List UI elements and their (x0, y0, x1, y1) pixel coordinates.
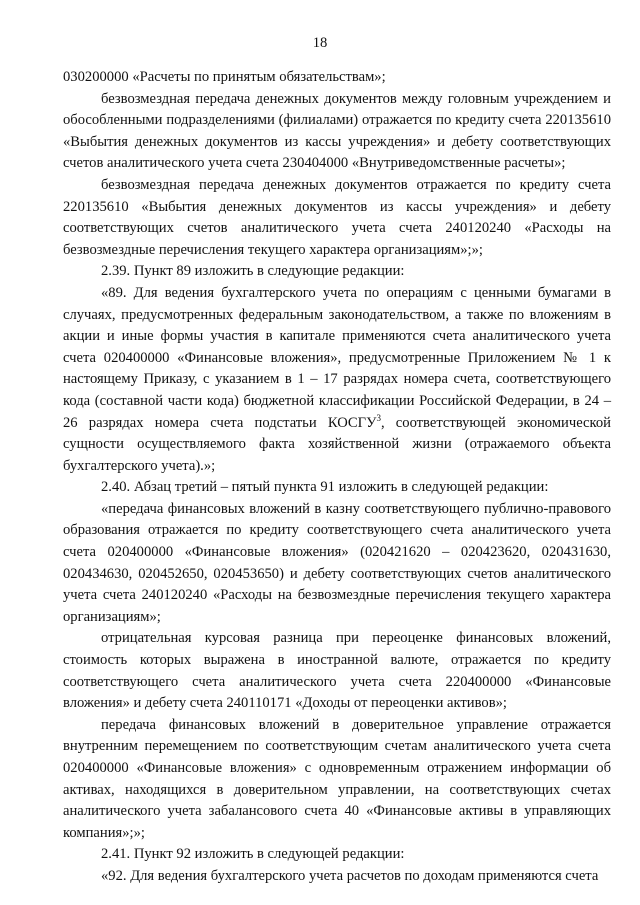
paragraph-91-part-3: передача финансовых вложений в доверительное управление отражается внутренним перемещением по соответствующим счетам аналитического учета счета 020400000 «Финансовые вложения» с одновременным отражением информации об активах, находящихся в доверительном управлении, на соответствующих счетах аналитического учета забалансового счета 40 «Финансовые активы в управляющих компания»;»; (63, 716, 611, 841)
paragraph-89 (63, 283, 611, 477)
section-2-39-heading: 2.39. Пункт 89 изложить в следующие редакции: (101, 263, 405, 280)
paragraph-3: безвозмездная передача денежных документов отражается по кредиту счета 220135610 «Выбытия денежных документов из кассы учреждения» и дебету соответствующих счетов аналитического учета счета 240120240 «Расходы на безвозмездные перечисления текущего характера организациям»;»; (63, 176, 611, 258)
paragraph-2: безвозмездная передача денежных документов между головным учреждением и обособленными подразделениями (филиалами) отражается по кредиту счета 220135610 «Выбытия денежных документов из кассы учреждения» и дебету соответствующих счетов аналитического учета счета 230404000 «Внутриведомственные расчеты»; (63, 90, 611, 172)
footnote-ref-3[interactable]: 3 (376, 412, 381, 423)
paragraph-91-part-1: «передача финансовых вложений в казну соответствующего публично-правового образования отражается по кредиту соответствующего счета аналитического учета счета 020400000 «Финансовые вложения» (020421620 – 020423620, 020431630, 020434630, 020452650, 020453650) и дебету соответствующих счетов аналитического учета счета 240120240 «Расходы на безвозмездные перечисления текущего характера организациям»; (63, 500, 611, 625)
paragraph-89-tail: , соответствующей экономической сущности осуществляемого факта хозяйственной жизни (отражаемого объекта бухгалтерского учета).»; (63, 414, 611, 474)
section-2-40-heading: 2.40. Абзац третий – пятый пункта 91 изложить в следующей редакции: (101, 479, 549, 496)
paragraph-91-part-2: отрицательная курсовая разница при переоценке финансовых вложений, стоимость которых выражена в иностранной валюте, отражается по кредиту соответствующего счета аналитического учета счета 220400000 «Финансовые вложения» и дебету счета 240110171 «Доходы от переоценки активов»; (63, 630, 611, 712)
document-body (63, 67, 611, 888)
paragraph-1: 030200000 «Расчеты по принятым обязательствам»; (63, 69, 386, 85)
paragraph-92: «92. Для ведения бухгалтерского учета расчетов по доходам применяются счета (101, 867, 599, 884)
section-2-41-heading: 2.41. Пункт 92 изложить в следующей редакции: (101, 846, 405, 863)
page-number: 18 (312, 35, 328, 51)
paragraph-89-text: «89. Для ведения бухгалтерского учета по операциям с ценными бумагами в случаях, предусмотренных федеральным законодательством, а также по вложениям в акции и иные формы участия в капитале применяются счета аналитического учета счета 020400000 «Финансовые вложения», предусмотренные Приложением № 1 к настоящему Приказу, с указанием в 1 – 17 разрядах номера счета, соответствующего кода (составной части кода) бюджетной классификации Российской Федерации, в 24 – 26 разрядах номера счета подстатьи КОСГУ (63, 284, 611, 431)
